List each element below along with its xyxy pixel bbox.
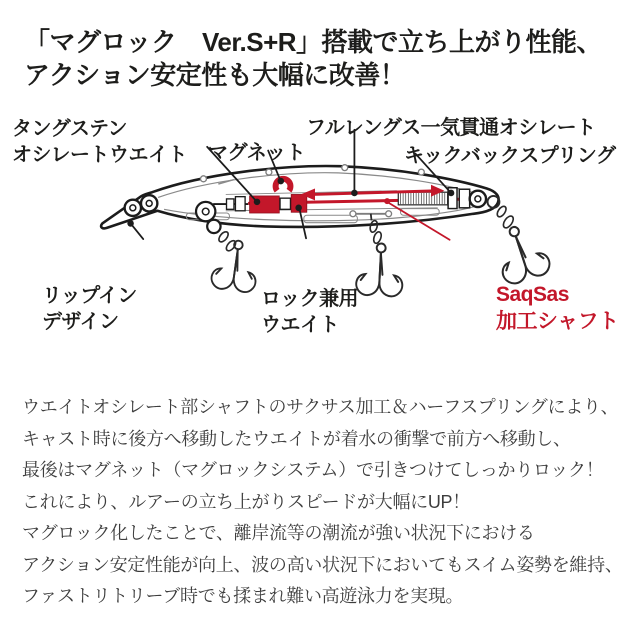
label-lip-in-design bbox=[42, 283, 137, 335]
description-line: ファストリトリーブ時でも揉まれ難い高遊泳力を実現。 bbox=[22, 586, 464, 606]
description-line: 最後はマグネット（マグロックシステム）で引きつけてしっかりロック！ bbox=[22, 460, 604, 480]
description-line: ウエイトオシレート部シャフトのサクサス加工＆ハーフスプリングにより、 bbox=[22, 397, 619, 417]
label-saqsas-line1: SaqSas bbox=[496, 283, 569, 306]
screw-icon bbox=[342, 165, 348, 171]
label-tungsten-line1: タングステン bbox=[12, 118, 127, 140]
label-lock-weight-line2: ウエイト bbox=[261, 314, 339, 336]
description-line: キャスト時に後方へ移動したウエイトが着水の衝撃で前方へ移動し、 bbox=[22, 428, 571, 449]
ballast-slot-mid bbox=[304, 215, 358, 222]
leader-lock-weight bbox=[299, 209, 306, 239]
title-line-2: アクション安定性も大幅に改善！ bbox=[24, 60, 406, 90]
label-lip-line1: リップイン bbox=[42, 285, 137, 307]
description-line: アクション安定性能が向上、波の高い状況下においてもスイム姿勢を維持、 bbox=[22, 554, 623, 575]
label-saqsas-shaft bbox=[496, 281, 619, 335]
description-line: これにより、ルアーの立ち上がりスピードが大幅にUP！ bbox=[22, 491, 470, 512]
shaft-stopper-small bbox=[227, 199, 234, 209]
page-title bbox=[24, 26, 620, 92]
leader-saqsas bbox=[387, 202, 449, 240]
leader-saqsas-dot bbox=[384, 198, 390, 204]
tail-frame-2 bbox=[459, 189, 469, 208]
treble-hook-tail bbox=[490, 220, 552, 287]
label-saqsas-line2: 加工シャフト bbox=[496, 310, 619, 333]
label-magnet: マグネット bbox=[208, 142, 306, 164]
tail-eyelet-hole bbox=[475, 196, 481, 202]
label-kickback-spring: キックバックスプリング bbox=[404, 145, 616, 167]
screw-icon bbox=[266, 169, 272, 175]
description-paragraph bbox=[22, 392, 622, 613]
kickback-spring-shape bbox=[398, 192, 450, 205]
shaft-stopper-large bbox=[235, 197, 245, 211]
label-full-length-oscillate: フルレングス一気貫通オシレート bbox=[306, 117, 596, 139]
label-lock-weight bbox=[261, 286, 358, 338]
title-line-1: 「マグロック Ver.S+R」搭載で立ち上がり性能、 bbox=[24, 27, 603, 57]
label-lock-weight-line1: ロック兼用 bbox=[261, 288, 359, 310]
label-tungsten-oscillate-weight bbox=[12, 116, 187, 168]
screw-icon bbox=[418, 169, 424, 175]
screw-icon bbox=[200, 176, 206, 182]
label-tungsten-line2: オシレートウエイト bbox=[12, 144, 187, 166]
treble-hook-rear bbox=[356, 242, 405, 297]
weight-connector bbox=[280, 198, 290, 209]
description-line: マグロック化したことで、離岸流等の潮流が強い状況下における bbox=[22, 523, 535, 543]
label-lip-line2: デザイン bbox=[42, 311, 119, 333]
